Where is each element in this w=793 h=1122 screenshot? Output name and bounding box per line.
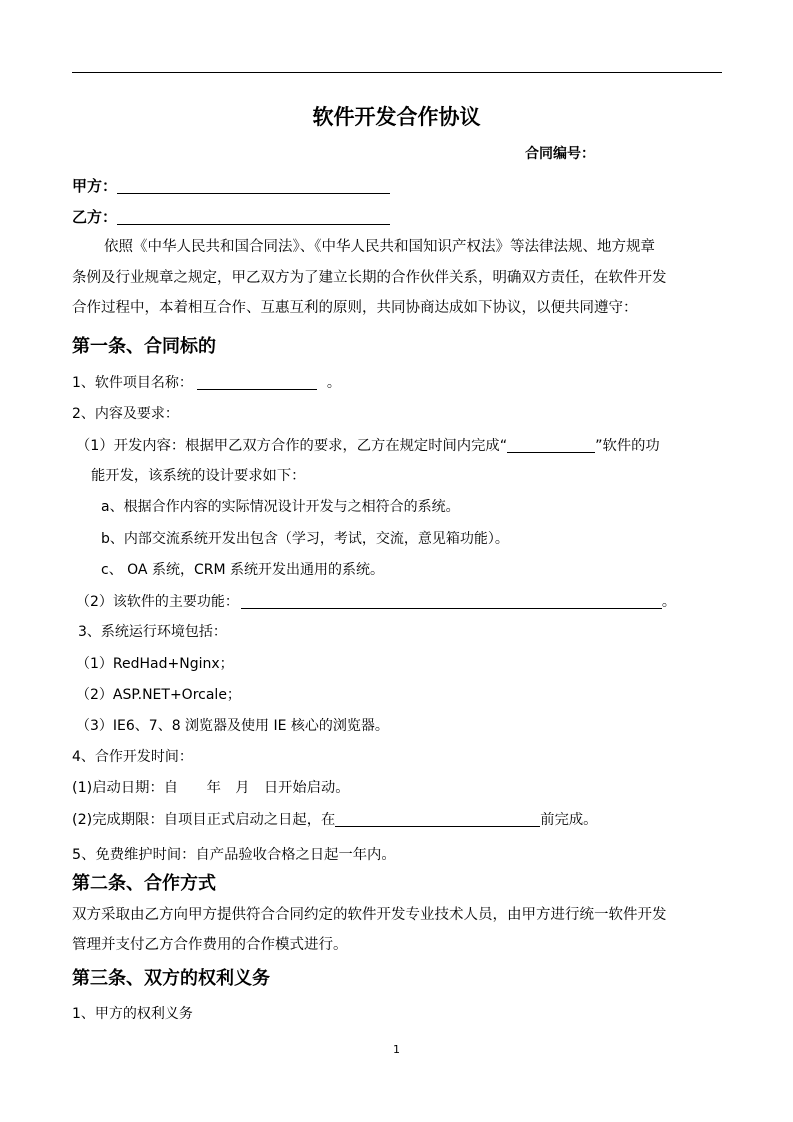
party-b-field[interactable] [117, 208, 390, 225]
deadline-line [72, 810, 597, 830]
page-number: 1 [393, 1043, 400, 1056]
main-functions-label: （2）该软件的主要功能： [76, 594, 239, 610]
project-name-line [72, 373, 341, 393]
environment-3: （3）IE6、7、8 浏览器及使用 IE 核心的浏览器。 [76, 718, 389, 734]
start-date-line: (1)启动日期：自 年 月 日开始启动。 [72, 780, 350, 796]
contract-number-label: 合同编号： [525, 146, 595, 162]
project-name-field[interactable] [197, 373, 317, 390]
article-2-body-2: 管理并支付乙方合作费用的合作模式进行。 [72, 937, 348, 953]
free-maintenance-line: 5、免费维护时间：自产品验收合格之日起一年内。 [72, 847, 396, 863]
deadline-suffix: 前完成。 [540, 812, 598, 828]
party-a-line [72, 176, 390, 196]
requirement-a: a、根据合作内容的实际情况设计开发与之相符合的系统。 [101, 499, 460, 515]
deadline-field[interactable] [335, 810, 540, 827]
article-2-body-1: 双方采取由乙方向甲方提供符合合同约定的软件开发专业技术人员，由甲方进行统一软件开发 [72, 907, 667, 923]
software-name-field[interactable] [507, 436, 595, 453]
environment-2: （2）ASP.NET+Orcale； [76, 687, 241, 703]
project-name-label: 1、软件项目名称： [72, 375, 193, 391]
dev-content-suffix: ”软件的功 [595, 438, 660, 454]
party-b-label: 乙方： [72, 208, 118, 226]
party-b-line [72, 207, 390, 227]
dev-content-prefix: （1）开发内容：根据甲乙双方合作的要求，乙方在规定时间内完成“ [76, 438, 508, 454]
intro-line-3: 合作过程中，本着相互合作、互惠互利的原则，共同协商达成如下协议，以便共同遵守： [72, 300, 638, 316]
requirement-b: b、内部交流系统开发出包含（学习，考试，交流，意见箱功能）。 [101, 531, 509, 547]
project-name-suffix: 。 [326, 375, 341, 391]
dev-content-continuation: 能开发，该系统的设计要求如下： [91, 468, 306, 484]
document-title: 软件开发合作协议 [312, 104, 481, 129]
intro-line-1: 依照《中华人民共和国合同法》、《中华人民共和国知识产权法》等法律法规、地方规章 [104, 239, 655, 255]
deadline-prefix: (2)完成期限：自项目正式启动之日起，在 [72, 812, 336, 828]
article-1-heading: 第一条、合同标的 [72, 336, 216, 357]
dev-time-label: 4、合作开发时间： [72, 749, 193, 765]
intro-line-2: 条例及行业规章之规定，甲乙双方为了建立长期的合作伙伴关系，明确双方责任，在软件开发 [72, 270, 667, 286]
environment-label: 3、系统运行环境包括： [78, 624, 227, 640]
article-2-heading: 第二条、合作方式 [72, 873, 216, 894]
party-a-rights-label: 1、甲方的权利义务 [72, 1006, 193, 1022]
article-3-heading: 第三条、双方的权利义务 [72, 968, 270, 989]
content-requirements-label: 2、内容及要求： [72, 406, 179, 422]
main-functions-line [76, 592, 676, 612]
main-functions-suffix: 。 [661, 594, 676, 610]
party-a-field[interactable] [117, 177, 390, 194]
header-rule [72, 72, 722, 73]
requirement-c: c、 OA 系统，CRM 系统开发出通用的系统。 [101, 562, 384, 578]
environment-1: （1）RedHad+Nginx； [76, 656, 234, 672]
dev-content-line [76, 436, 660, 456]
main-functions-field[interactable] [241, 592, 662, 609]
party-a-label: 甲方： [72, 177, 118, 195]
